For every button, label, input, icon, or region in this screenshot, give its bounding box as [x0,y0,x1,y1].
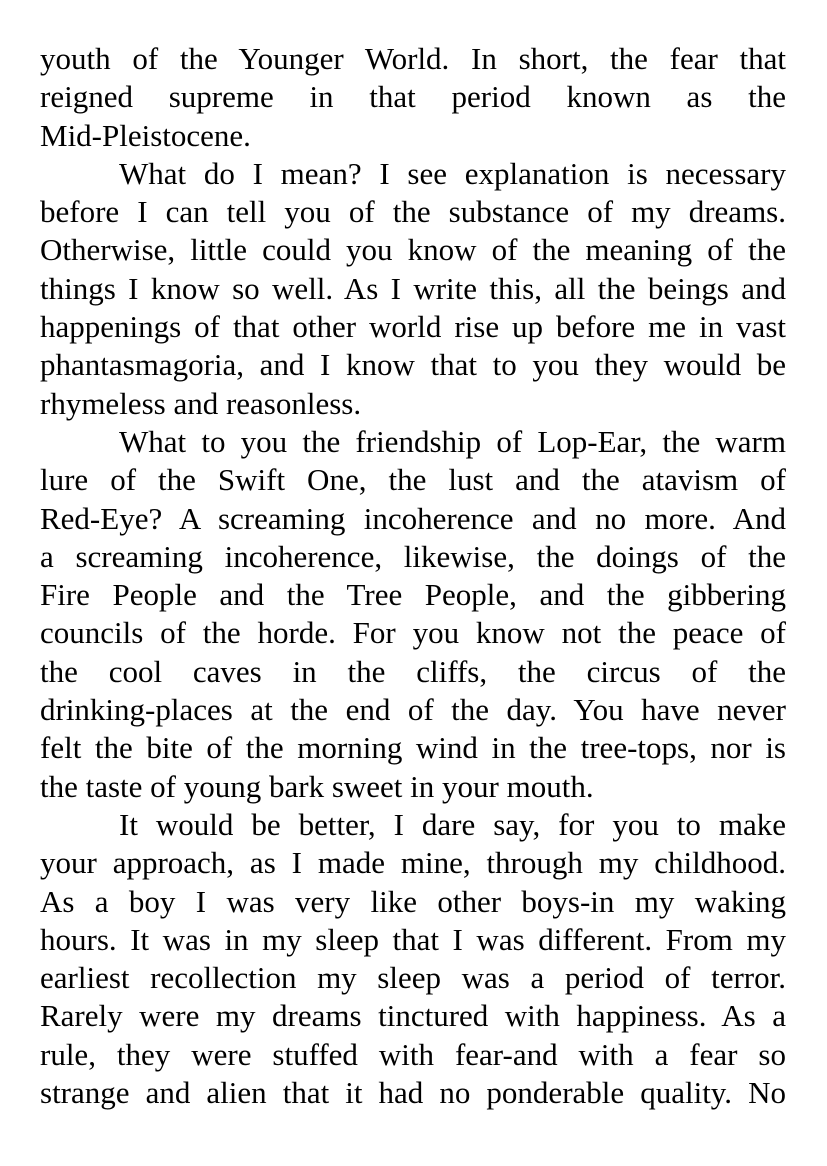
text-line: Red-Eye? A screaming incoherence and no more. And [40,500,786,536]
text-line: Rarely were my dreams tinctured with happiness. As a [40,998,786,1034]
text-line: the cool caves in the cliffs, the circus of the [40,653,786,689]
paragraph-1 [40,40,786,155]
text-line: happenings of that other world rise up before me in vast [40,309,786,345]
text-line: councils of the horde. For you know not the peace of [40,615,786,651]
text-line: things I know so well. As I write this, all the beings and [40,270,786,306]
text-line: before I can tell you of the substance of my dreams. [40,194,786,230]
text-line: strange and alien that it had no ponderable quality. No [40,1075,786,1111]
paragraph-4 [40,806,786,1112]
text-line: rule, they were stuffed with fear-and with a fear so [40,1036,786,1072]
text-line: phantasmagoria, and I know that to you they would be [40,347,786,383]
text-line: Otherwise, little could you know of the meaning of the [40,232,786,268]
text-line: reigned supreme in that period known as the [40,79,786,115]
text-line: rhymeless and reasonless. [40,385,362,421]
text-line: What do I mean? I see explanation is necessary [119,155,786,191]
text-line: a screaming incoherence, likewise, the doings of the [40,538,786,574]
text-line: drinking-places at the end of the day. You have never [40,692,786,728]
text-line: Fire People and the Tree People, and the gibbering [40,577,786,613]
text-line: felt the bite of the morning wind in the tree-tops, nor is [40,730,786,766]
text-line: Mid-Pleistocene. [40,117,251,153]
document-page [40,40,786,1112]
text-line: the taste of young bark sweet in your mouth. [40,768,594,804]
paragraph-3 [40,423,786,806]
text-line: As a boy I was very like other boys-in my waking [40,883,786,919]
text-line: hours. It was in my sleep that I was different. From my [40,921,786,957]
text-line: earliest recollection my sleep was a period of terror. [40,960,786,996]
text-line: your approach, as I made mine, through my childhood. [40,845,786,881]
text-line: What to you the friendship of Lop-Ear, the warm [119,423,786,459]
text-line: It would be better, I dare say, for you to make [119,806,786,842]
text-line: youth of the Younger World. In short, the fear that [40,41,786,76]
text-line: lure of the Swift One, the lust and the atavism of [40,462,786,498]
paragraph-2 [40,155,786,423]
